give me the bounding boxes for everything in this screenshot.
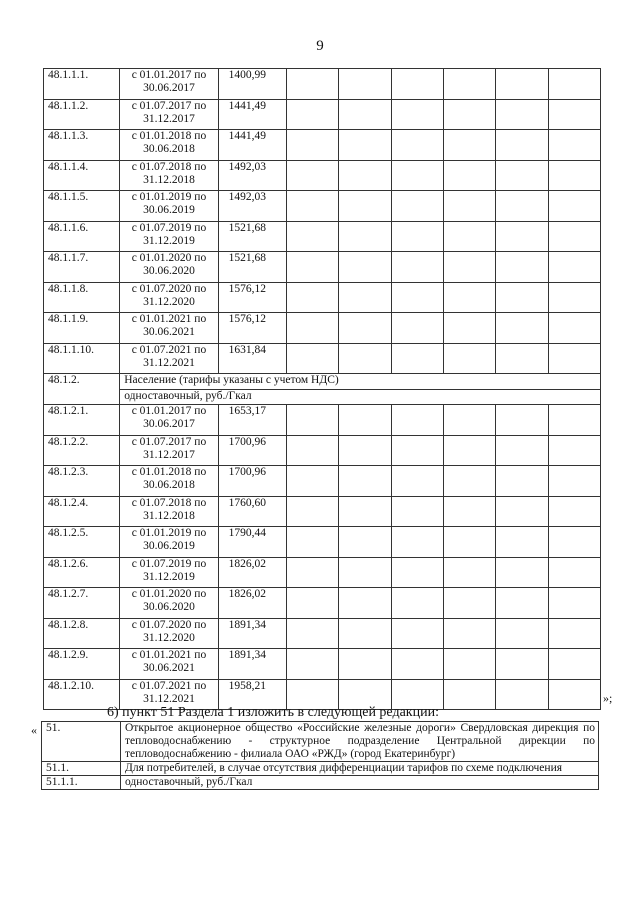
empty-cell [548,527,600,558]
row-value: 1576,12 [218,282,286,313]
empty-cell [548,130,600,161]
row-period: с 01.01.2021 по 30.06.2021 [120,649,218,680]
amendment-instruction: 6) пункт 51 Раздела 1 изложить в следующей редакции: [107,705,439,720]
tariff-row [44,221,601,252]
row-number: 48.1.2.4. [44,496,120,527]
empty-cell [339,435,391,466]
empty-cell [286,405,338,436]
tariff-row [44,588,601,619]
row-period: с 01.01.2020 по 30.06.2020 [120,588,218,619]
row-value: 1958,21 [218,679,286,710]
empty-cell [339,252,391,283]
empty-cell [548,313,600,344]
row-period: с 01.01.2019 по 30.06.2019 [120,191,218,222]
row-period: с 01.07.2019 по 31.12.2019 [120,221,218,252]
item-text: Для потребителей, в случае отсутствия дифференциации тарифов по схеме подключения [121,762,599,776]
row-period: с 01.01.2018 по 30.06.2018 [120,466,218,497]
empty-cell [339,496,391,527]
empty-cell [339,618,391,649]
empty-cell [391,282,443,313]
empty-cell [391,99,443,130]
empty-cell [286,588,338,619]
row-period: с 01.01.2021 по 30.06.2021 [120,313,218,344]
empty-cell [496,282,548,313]
row-value: 1521,68 [218,252,286,283]
tariff-row [44,496,601,527]
row-value: 1700,96 [218,466,286,497]
row-value: 1441,49 [218,130,286,161]
empty-cell [339,588,391,619]
tariff-row [44,435,601,466]
empty-cell [548,557,600,588]
empty-cell [496,313,548,344]
empty-cell [443,252,495,283]
empty-cell [496,69,548,100]
empty-cell [391,130,443,161]
row-period: с 01.07.2019 по 31.12.2019 [120,557,218,588]
row-period: с 01.07.2017 по 31.12.2017 [120,99,218,130]
row-number: 48.1.1.6. [44,221,120,252]
tariff-row [44,405,601,436]
row-number: 48.1.1.4. [44,160,120,191]
empty-cell [339,649,391,680]
empty-cell [443,618,495,649]
row-number: 48.1.2.9. [44,649,120,680]
tariff-row [44,282,601,313]
empty-cell [339,557,391,588]
empty-cell [339,405,391,436]
empty-cell [548,282,600,313]
empty-cell [391,649,443,680]
empty-cell [548,496,600,527]
row-number: 48.1.1.9. [44,313,120,344]
tariff-row [44,466,601,497]
row-number: 48.1.2.7. [44,588,120,619]
row-number: 48.1.1.3. [44,130,120,161]
section-number: 48.1.2. [44,374,120,405]
empty-cell [548,618,600,649]
empty-cell [339,69,391,100]
row-period: с 01.07.2020 по 31.12.2020 [120,282,218,313]
empty-cell [286,191,338,222]
row-value: 1631,84 [218,343,286,374]
empty-cell [443,679,495,710]
empty-cell [496,649,548,680]
empty-cell [496,618,548,649]
item-number: 51.1. [42,762,121,776]
section-title: Население (тарифы указаны с учетом НДС) [120,374,601,390]
section-header-row [44,374,601,390]
row-period: с 01.07.2018 по 31.12.2018 [120,160,218,191]
tariff-rows-48-1-1 [44,69,601,374]
row-period: с 01.07.2020 по 31.12.2020 [120,618,218,649]
empty-cell [496,679,548,710]
row-value: 1441,49 [218,99,286,130]
empty-cell [391,343,443,374]
empty-cell [391,588,443,619]
row-value: 1521,68 [218,221,286,252]
empty-cell [496,496,548,527]
empty-cell [443,496,495,527]
row-value: 1826,02 [218,588,286,619]
empty-cell [496,221,548,252]
empty-cell [391,221,443,252]
row-value: 1492,03 [218,160,286,191]
row-number: 48.1.2.8. [44,618,120,649]
row-period: с 01.01.2018 по 30.06.2018 [120,130,218,161]
tariff-row [44,252,601,283]
row-value: 1790,44 [218,527,286,558]
empty-cell [339,313,391,344]
row-number: 48.1.2.3. [44,466,120,497]
row-number: 48.1.1.7. [44,252,120,283]
row-period: с 01.07.2021 по 31.12.2021 [120,679,218,710]
empty-cell [339,130,391,161]
row-number: 48.1.2.1. [44,405,120,436]
empty-cell [339,160,391,191]
empty-cell [548,69,600,100]
tariff-row [44,649,601,680]
page-number: 9 [316,38,324,54]
empty-cell [443,282,495,313]
tariff-row [44,130,601,161]
item-51-1-1-row [42,776,599,790]
empty-cell [496,191,548,222]
row-number: 48.1.2.10. [44,679,120,710]
tariff-row [44,160,601,191]
empty-cell [339,99,391,130]
empty-cell [443,527,495,558]
row-value: 1891,34 [218,618,286,649]
empty-cell [286,435,338,466]
empty-cell [548,252,600,283]
item-text: одноставочный, руб./Гкал [121,776,599,790]
empty-cell [339,466,391,497]
section-subtitle: одноставочный, руб./Гкал [120,389,601,405]
tariff-row [44,191,601,222]
closing-quote: »; [603,691,613,705]
row-value: 1760,60 [218,496,286,527]
item-51-table [41,721,599,790]
empty-cell [391,313,443,344]
empty-cell [391,527,443,558]
empty-cell [391,557,443,588]
empty-cell [496,527,548,558]
row-number: 48.1.2.5. [44,527,120,558]
row-value: 1492,03 [218,191,286,222]
row-period: с 01.07.2017 по 31.12.2017 [120,435,218,466]
empty-cell [391,405,443,436]
empty-cell [443,588,495,619]
empty-cell [496,466,548,497]
row-number: 48.1.1.10. [44,343,120,374]
item-51-1-row [42,762,599,776]
row-number: 48.1.2.2. [44,435,120,466]
empty-cell [548,649,600,680]
empty-cell [443,649,495,680]
empty-cell [286,649,338,680]
empty-cell [443,557,495,588]
empty-cell [548,466,600,497]
empty-cell [391,252,443,283]
row-number: 48.1.1.1. [44,69,120,100]
empty-cell [443,466,495,497]
row-value: 1891,34 [218,649,286,680]
empty-cell [286,160,338,191]
row-value: 1700,96 [218,435,286,466]
empty-cell [496,435,548,466]
opening-quote: « [31,723,37,737]
empty-cell [443,160,495,191]
empty-cell [391,496,443,527]
empty-cell [548,343,600,374]
empty-cell [286,313,338,344]
row-number: 48.1.1.8. [44,282,120,313]
section-48-1-2 [44,374,601,405]
empty-cell [391,435,443,466]
empty-cell [496,557,548,588]
empty-cell [286,527,338,558]
empty-cell [286,343,338,374]
empty-cell [443,405,495,436]
tariff-row [44,557,601,588]
empty-cell [548,679,600,710]
empty-cell [286,466,338,497]
row-value: 1826,02 [218,557,286,588]
empty-cell [443,343,495,374]
section-subheader-row [44,389,601,405]
empty-cell [286,69,338,100]
tariff-row [44,313,601,344]
empty-cell [286,282,338,313]
empty-cell [391,160,443,191]
empty-cell [339,527,391,558]
row-period: с 01.01.2017 по 30.06.2017 [120,69,218,100]
empty-cell [286,618,338,649]
empty-cell [391,69,443,100]
empty-cell [391,466,443,497]
empty-cell [286,130,338,161]
empty-cell [443,69,495,100]
row-value: 1576,12 [218,313,286,344]
item-number: 51. [42,722,121,762]
tariff-row [44,99,601,130]
empty-cell [496,130,548,161]
empty-cell [286,557,338,588]
row-value: 1653,17 [218,405,286,436]
empty-cell [548,221,600,252]
empty-cell [443,435,495,466]
empty-cell [443,313,495,344]
empty-cell [443,99,495,130]
item-51-row [42,722,599,762]
row-number: 48.1.1.2. [44,99,120,130]
item-number: 51.1.1. [42,776,121,790]
empty-cell [391,618,443,649]
item-text: Открытое акционерное общество «Российские железные дороги» Свердловская дирекция по тепловодоснабжению - структурное подразделение Центральной дирекции по тепловодоснабжению - филиала ОАО «РЖД» (город Екатеринбург) [121,722,599,762]
row-period: с 01.01.2019 по 30.06.2019 [120,527,218,558]
tariff-row [44,527,601,558]
empty-cell [548,191,600,222]
empty-cell [496,343,548,374]
empty-cell [443,221,495,252]
tariff-row [44,618,601,649]
row-period: с 01.01.2017 по 30.06.2017 [120,405,218,436]
empty-cell [286,252,338,283]
tariff-table [43,68,601,710]
row-period: с 01.01.2020 по 30.06.2020 [120,252,218,283]
row-value: 1400,99 [218,69,286,100]
empty-cell [496,252,548,283]
tariff-row [44,343,601,374]
tariff-rows-48-1-2 [44,405,601,710]
empty-cell [339,221,391,252]
empty-cell [443,130,495,161]
row-number: 48.1.1.5. [44,191,120,222]
empty-cell [391,191,443,222]
empty-cell [286,99,338,130]
row-number: 48.1.2.6. [44,557,120,588]
empty-cell [339,282,391,313]
row-period: с 01.07.2018 по 31.12.2018 [120,496,218,527]
empty-cell [443,191,495,222]
empty-cell [496,99,548,130]
empty-cell [548,160,600,191]
tariff-row [44,69,601,100]
empty-cell [286,221,338,252]
empty-cell [496,160,548,191]
empty-cell [339,343,391,374]
empty-cell [496,588,548,619]
empty-cell [548,435,600,466]
empty-cell [339,191,391,222]
empty-cell [548,99,600,130]
empty-cell [496,405,548,436]
empty-cell [548,405,600,436]
empty-cell [548,588,600,619]
empty-cell [286,496,338,527]
row-period: с 01.07.2021 по 31.12.2021 [120,343,218,374]
